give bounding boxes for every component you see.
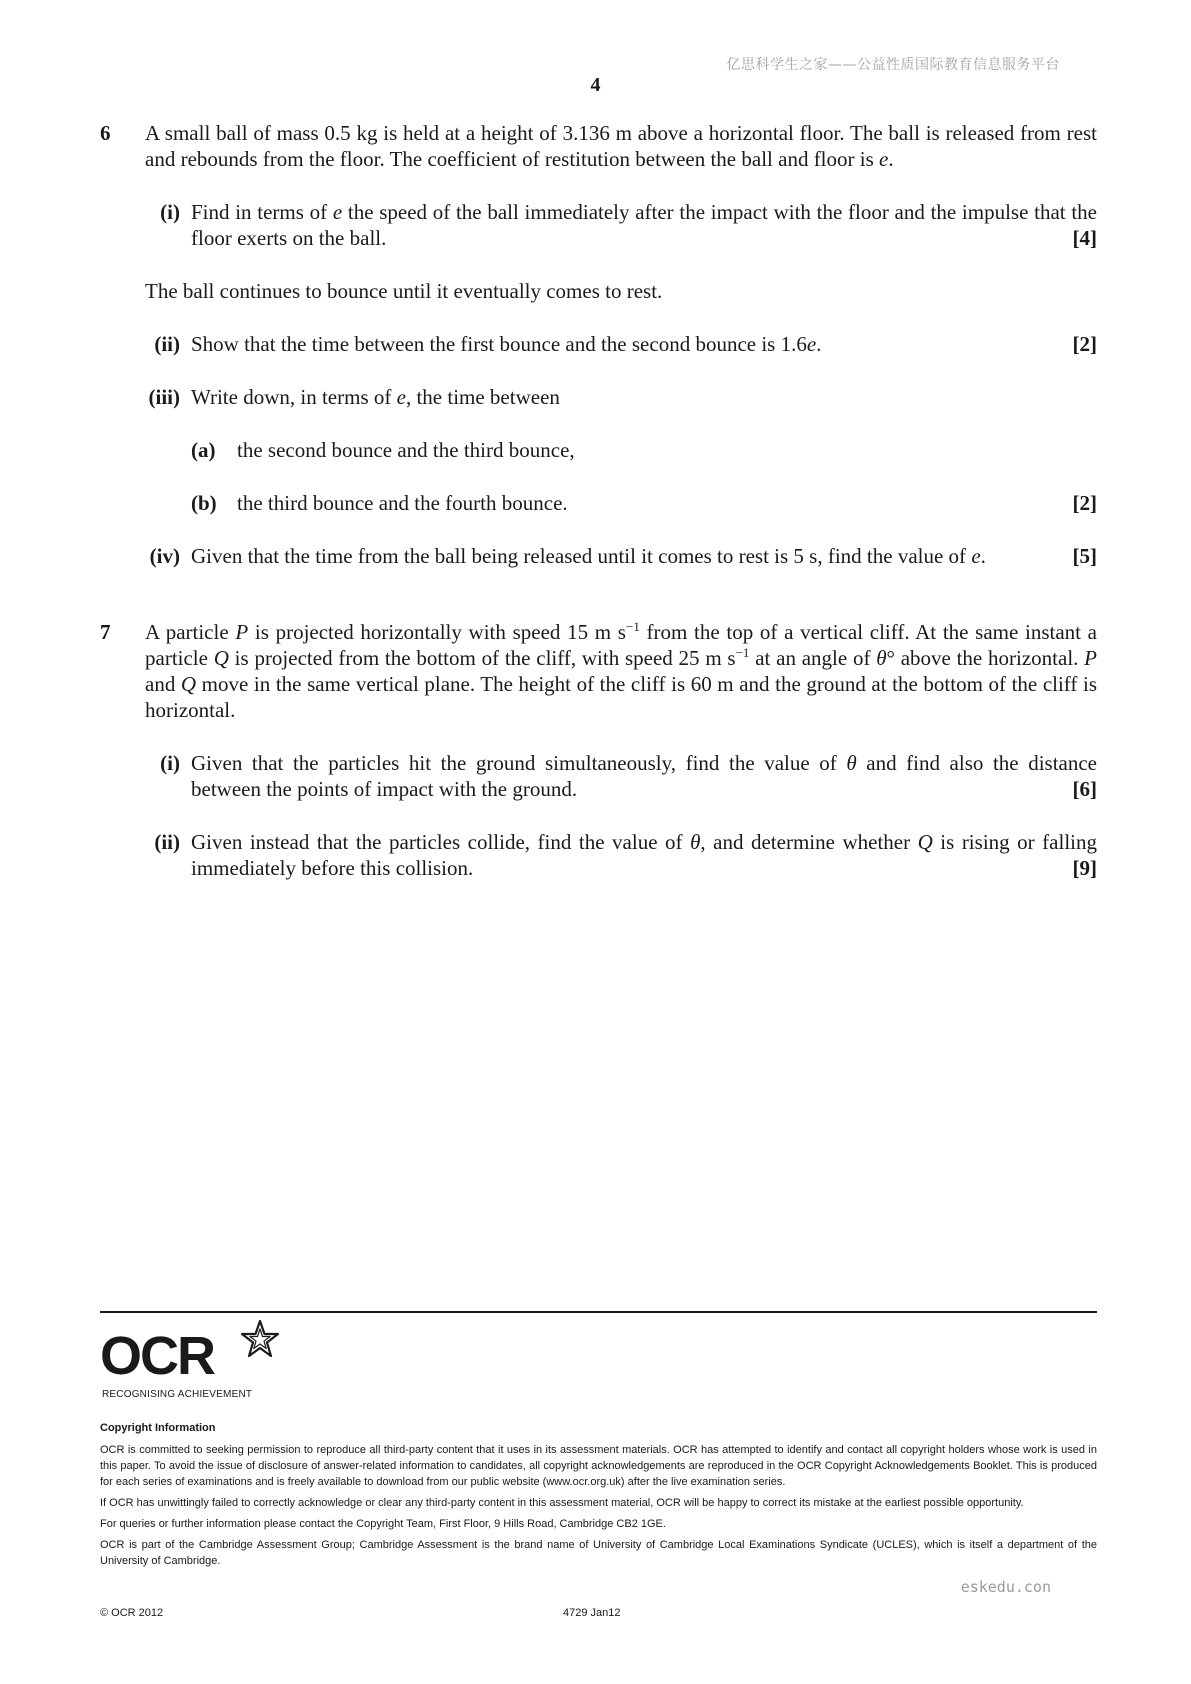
- continuation-line: The ball continues to bounce until it eventually comes to rest.: [145, 279, 663, 303]
- superscript: −1: [625, 619, 640, 634]
- part-label: (ii): [154, 830, 180, 854]
- part-label: (i): [160, 200, 180, 224]
- copyright-heading: Copyright Information: [100, 1422, 216, 1434]
- questions: [100, 120, 1097, 881]
- variable-e: e: [971, 544, 981, 568]
- stem-text: ° above the horizontal.: [886, 646, 1085, 670]
- marks: [2]: [1072, 491, 1097, 515]
- page-number: 4: [590, 74, 601, 96]
- variable-p: P: [1084, 646, 1097, 670]
- part-text-segment: and find also the distance between the points of impact with the ground.: [191, 751, 1097, 801]
- marks: [5]: [1072, 544, 1097, 568]
- marks: [6]: [1072, 777, 1097, 801]
- part-label: (iii): [148, 385, 180, 409]
- stem-text: A particle: [145, 620, 236, 644]
- watermark-top: 亿思科学生之家——公益性质国际教育信息服务平台: [726, 57, 1060, 73]
- copyright-paragraph: OCR is committed to seeking permission to reproduce all third-party content that it uses in its assessment materials. OCR has attempted to identify and contact all copyright holders whose work is used in this paper. To avoid the issue of disclosure of answer-related information to candidates, all copyright acknowledgements are reproduced in the OCR Copyright Acknowledgements Booklet. This is produced for each series of examinations and is freely available to download from our public website (www.ocr.org.uk) after the live examination series.: [100, 1444, 1097, 1488]
- ocr-logo: [100, 1318, 280, 1403]
- question-6: [100, 120, 1097, 172]
- subpart-label: (b): [191, 491, 217, 515]
- part-text-segment: the speed of the ball immediately after the impact with the floor and the impulse that the floor exerts on the ball.: [191, 200, 1097, 250]
- footer-divider: [100, 1311, 1097, 1313]
- marks: [2]: [1072, 332, 1097, 356]
- question-6-part-iv: [100, 543, 1097, 569]
- superscript: −1: [735, 645, 750, 660]
- part-label: (i): [160, 751, 180, 775]
- variable-e: e: [879, 147, 889, 171]
- question-stem: [145, 120, 1097, 172]
- marks: [4]: [1072, 226, 1097, 250]
- question-6-part-ii: [100, 331, 1097, 357]
- copyright-paragraph: If OCR has unwittingly failed to correctly acknowledge or clear any third-party content in this assessment material, OCR will be happy to correct its mistake at the earliest possible opportunity.: [100, 1497, 1024, 1509]
- question-7-part-ii: [100, 829, 1097, 881]
- question-stem: [145, 619, 1097, 723]
- stem-text: is projected from the bottom of the cliff, with speed 25 m s: [228, 646, 736, 670]
- part-text-segment: .: [980, 544, 986, 568]
- subpart-label: (a): [191, 438, 216, 462]
- part-text: [191, 331, 821, 357]
- variable-q: Q: [213, 646, 229, 670]
- footer-paper-code: 4729 Jan12: [563, 1607, 621, 1619]
- part-label: (iv): [149, 544, 180, 568]
- logo-wordmark: OCR: [100, 1326, 214, 1386]
- question-number: 6: [100, 121, 111, 145]
- part-text-segment: Write down, in terms of: [191, 385, 397, 409]
- part-text-segment: Given that the time from the ball being released until it comes to rest is 5 s, find the value of: [191, 544, 972, 568]
- stem-text: move in the same vertical plane. The height of the cliff is 60 m and the ground at the bottom of the cliff is horizontal.: [145, 672, 1098, 722]
- part-text-segment: , the time between: [405, 385, 560, 409]
- subpart-text: the third bounce and the fourth bounce.: [237, 491, 568, 515]
- stem-text: A small ball of mass 0.5 kg is held at a height of 3.136 m above a horizontal floor. The ball is released from rest and rebounds from the floor. The coefficient of restitution between the ball and floor is: [145, 121, 1097, 171]
- question-6-part-iii-b: [100, 490, 1097, 516]
- stem-text: and: [145, 672, 181, 696]
- stem-text: at an angle of: [749, 646, 877, 670]
- question-number: 7: [100, 620, 111, 644]
- stem-text: .: [888, 147, 894, 171]
- part-text-segment: , and determine whether: [700, 830, 918, 854]
- variable-q: Q: [917, 830, 933, 854]
- footer-copyright: © OCR 2012: [100, 1607, 164, 1619]
- part-text-segment: Find in terms of: [191, 200, 333, 224]
- continuation-text: [100, 278, 1097, 304]
- part-text-segment: Given that the particles hit the ground simultaneously, find the value of: [191, 751, 847, 775]
- question-6-part-iii-a: [100, 437, 1097, 463]
- question-7-part-i: [100, 750, 1097, 802]
- variable-p: P: [235, 620, 249, 644]
- part-text: [191, 543, 986, 569]
- variable-e: e: [806, 332, 817, 356]
- part-text: [191, 384, 1097, 410]
- watermark-bottom: eskedu.con: [960, 1578, 1051, 1596]
- question-7: [100, 619, 1097, 723]
- copyright-paragraph: OCR is part of the Cambridge Assessment Group; Cambridge Assessment is the brand name of University of Cambridge Local Examinations Syndicate (UCLES), which is itself a department of the University of Cambridge.: [100, 1539, 1097, 1567]
- part-text-segment: Given instead that the particles collide, find the value of: [191, 830, 691, 854]
- question-6-part-iii: [100, 384, 1097, 410]
- copyright-information: [100, 1420, 1097, 1574]
- part-label: (ii): [154, 332, 180, 356]
- marks: [9]: [1072, 856, 1097, 880]
- part-text-segment: .: [816, 332, 822, 356]
- part-text-segment: Show that the time between the first bounce and the second bounce is 1.6: [191, 332, 807, 356]
- variable-theta: θ: [690, 830, 701, 854]
- star-icon: [238, 1318, 282, 1362]
- variable-theta: θ: [876, 646, 887, 670]
- logo-tagline: RECOGNISING ACHIEVEMENT: [102, 1389, 253, 1400]
- variable-theta: θ: [846, 751, 857, 775]
- stem-text: is projected horizontally with speed 15 m s: [248, 620, 626, 644]
- variable-q: Q: [180, 672, 197, 696]
- subpart-text: the second bounce and the third bounce,: [237, 438, 575, 462]
- part-text-segment: is rising or falling immediately before this collision.: [191, 830, 1097, 880]
- stem-text: from the top of a vertical cliff. At the same instant a particle: [145, 620, 1098, 670]
- variable-e: e: [332, 200, 343, 224]
- question-6-part-i: [100, 199, 1097, 251]
- copyright-paragraph: For queries or further information please contact the Copyright Team, First Floor, 9 Hills Road, Cambridge CB2 1GE.: [100, 1518, 666, 1530]
- variable-e: e: [396, 385, 406, 409]
